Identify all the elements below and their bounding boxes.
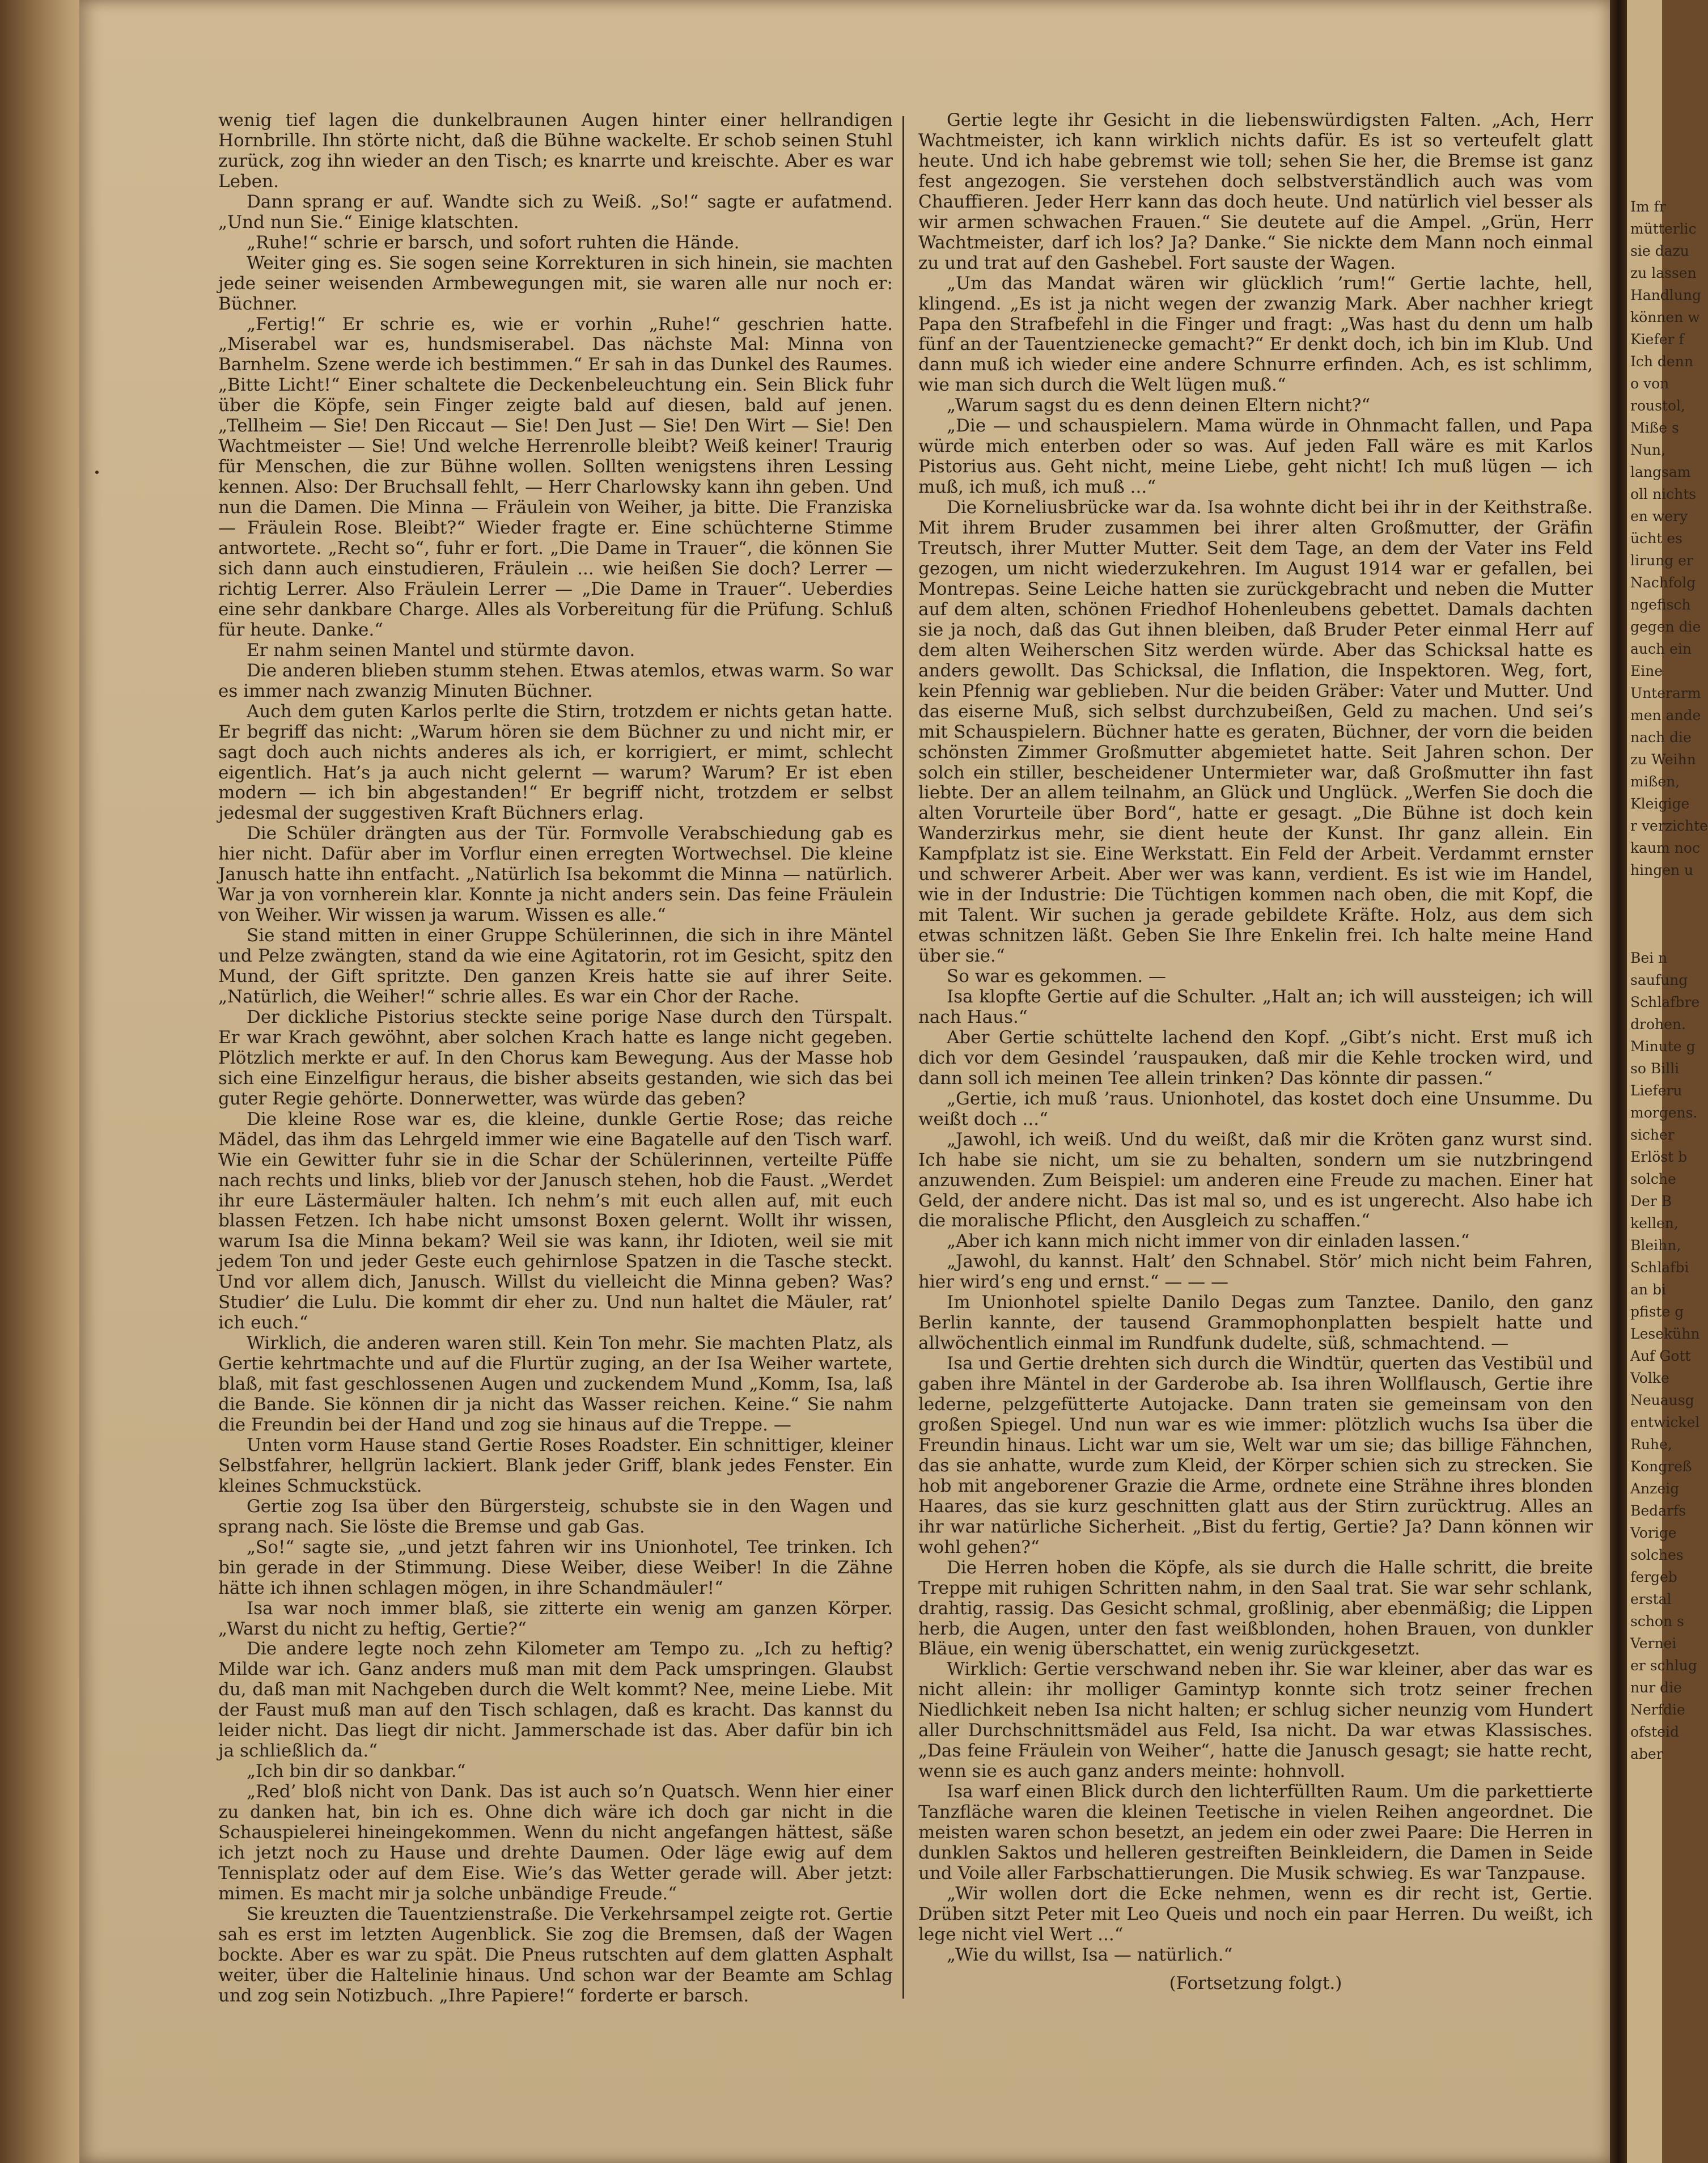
adjacent-page-fragment: aber: [1630, 1746, 1663, 1762]
adjacent-page-fragment: saufung: [1630, 972, 1688, 988]
adjacent-page-fragment: kaum noc: [1630, 840, 1700, 856]
article-paragraph: „Die — und schauspielern. Mama würde in Ohnmacht fallen, und Papa würde mich enterben oder so was. Auf jeden Fall wäre es mit Karlos Pistorius aus. Geht nicht, meine Liebe, geht nicht! Ich muß lügen — ich muß, ich muß, ich muß ...“: [918, 416, 1593, 498]
adjacent-page-fragment: men ande: [1630, 707, 1701, 723]
adjacent-page-fragment: Handlung: [1630, 287, 1702, 303]
adjacent-page-fragment: nur die: [1630, 1679, 1682, 1696]
adjacent-page-fragment: ngefisch: [1630, 596, 1691, 613]
adjacent-page-fragment: erstal: [1630, 1591, 1672, 1607]
adjacent-page-fragment: Eine: [1630, 663, 1663, 679]
adjacent-page-fragment: hingen u: [1630, 862, 1694, 878]
adjacent-page-fragment: Ruhe,: [1630, 1436, 1672, 1453]
adjacent-page-fragment: Lesekühn: [1630, 1326, 1700, 1342]
book-gutter: [1610, 0, 1627, 2163]
adjacent-page-fragment: ofsteid: [1630, 1724, 1679, 1740]
adjacent-page-text-bottom: [1627, 947, 1699, 1765]
adjacent-page-text-top: [1627, 196, 1708, 881]
adjacent-page-fragment: en wery: [1630, 508, 1688, 524]
article-paragraph: Aber Gertie schüttelte lachend den Kopf. „Gibt’s nicht. Erst muß ich dich vor dem Gesindel ’rauspauken, daß mir die Kehle trocken wird, und dann soll ich meinen Tee allein trinken? Das könnte dir passen.“: [918, 1027, 1593, 1089]
article-paragraph: Isa warf einen Blick durch den lichterfüllten Raum. Um die parkettierte Tanzfläche waren die kleinen Teetische in vielen Reihen angeordnet. Die meisten waren schon besetzt, an jedem ein oder zwei Paare: Die Herren in dunklen Saktos und helleren gestreiften Beinkleidern, die Damen in Seide und Voile aller Farbschattierungen. Die Musik schwieg. Es war Tanzpause.: [918, 1781, 1593, 1883]
continuation-note: (Fortsetzung folgt.): [1169, 1972, 1342, 1993]
article-paragraph: Die Herren hoben die Köpfe, als sie durch die Halle schritt, die breite Treppe mit ruhigen Schritten nahm, in den Saal trat. Sie war sehr schlank, drahtig, rassig. Das Gesicht schmal, großlinig, aber ebenmäßig; die Lippen herb, die Augen, unter den fast weißblonden, hohen Brauen, von dunkler Bläue, ein wenig überschattet, ein wenig zurückgesetzt.: [918, 1557, 1593, 1660]
article-paragraph: Der dickliche Pistorius steckte seine porige Nase durch den Türspalt. Er war Krach gewöhnt, aber solchen Krach hatte es lange nicht gegeben. Plötzlich merkte er auf. In den Chorus kam Bewegung. Aus der Masse hob sich eine Einzelfigur heraus, die bisher abseits gestanden, wie sich das bei guter Regie gehörte. Donnerwetter, was würde das geben?: [218, 1006, 893, 1109]
article-paragraph: „So!“ sagte sie, „und jetzt fahren wir ins Unionhotel, Tee trinken. Ich bin gerade in der Stimmung. Diese Weiber, diese Weiber! In die Zähne hätte ich ihnen schlagen mögen, in ihre Schandmäuler!“: [218, 1536, 893, 1598]
adjacent-page-fragment: oll nichts: [1630, 486, 1697, 502]
adjacent-page-fragment: nach die: [1630, 729, 1692, 746]
adjacent-page-fragment: Schlafbi: [1630, 1259, 1689, 1276]
adjacent-page-fragment: o von: [1630, 375, 1669, 392]
adjacent-page-fragment: Kiefer f: [1630, 331, 1684, 348]
article-paragraph: Gertie legte ihr Gesicht in die liebenswürdigsten Falten. „Ach, Herr Wachtmeister, ich kann wirklich nichts dafür. Es ist so verteufelt glatt heute. Und ich habe gebremst wie toll; sehen Sie her, die Bremse ist ganz fest angezogen. Sie verstehen doch selbstverständlich auch was vom Chauffieren. Jeder Herr kann das doch heute. Und natürlich viel besser als wir armen schwachen Frauen.“ Sie deutete auf die Ampel. „Grün, Herr Wachtmeister, darf ich los? Ja? Danke.“ Sie nickte dem Mann noch einmal zu und trat auf den Gashebel. Fort sauste der Wagen.: [918, 110, 1593, 273]
adjacent-page-fragment: Erlöst b: [1630, 1149, 1688, 1165]
book-binding-left: [0, 0, 91, 2163]
adjacent-page-fragment: Unterarm: [1630, 685, 1701, 701]
adjacent-page-fragment: zu lassen: [1630, 265, 1697, 281]
adjacent-page-fragment: so Billi: [1630, 1060, 1680, 1077]
article-paragraph: Weiter ging es. Sie sogen seine Korrekturen in sich hinein, sie machten jede seiner weisenden Armbewegungen mit, sie waren alle nur noch er: Büchner.: [218, 252, 893, 314]
adjacent-page-fragment: Miße s: [1630, 420, 1679, 436]
article-paragraph: wenig tief lagen die dunkelbraunen Augen hinter einer hellrandigen Hornbrille. Ihn störte nicht, daß die Bühne wackelte. Er schob seinen Stuhl zurück, zog ihn wieder an den Tisch; es knarrte und kreischte. Aber es war Leben.: [218, 110, 893, 192]
article-paragraph: „Warum sagst du es denn deinen Eltern nicht?“: [947, 395, 1371, 416]
article-paragraph: „Um das Mandat wären wir glücklich ’rum!“ Gertie lachte, hell, klingend. „Es ist ja nicht wegen der zwanzig Mark. Aber nachher kriegt Papa den Strafbefehl in die Finger und fragt: „Was hast du denn um halb fünf an der Tauentzienecke gemacht?“ Er denkt doch, ich bin im Klub. Und dann muß ich wieder eine andere Schnurre erfinden. Ach, es ist schlimm, wie man sich durch die Welt lügen muß.“: [918, 273, 1593, 396]
adjacent-page-fragment: mütterlic: [1630, 221, 1697, 237]
adjacent-page-fragment: solche: [1630, 1171, 1676, 1187]
adjacent-page-fragment: Nachfolg: [1630, 574, 1696, 591]
article-paragraph: „Gertie, ich muß ’raus. Unionhotel, das kostet doch eine Unsumme. Du weißt doch ...“: [918, 1088, 1593, 1129]
adjacent-page-fragment: Bleihn,: [1630, 1237, 1681, 1254]
adjacent-page-fragment: roustol,: [1630, 397, 1685, 414]
adjacent-page-fragment: an bi: [1630, 1281, 1666, 1298]
article-paragraph: Er nahm seinen Mantel und stürmte davon.: [247, 640, 635, 661]
article-paragraph: Wirklich, die anderen waren still. Kein Ton mehr. Sie machten Platz, als Gertie kehrtmachte und auf die Flurtür zuging, an der Isa Weiher wartete, blaß, mit fast geschlossenen Augen und zuckendem Mund „Komm, Isa, laß die Bande. Sie können dir ja nicht das Wasser reichen. Keine.“ Sie nahm die Freundin bei der Hand und zog sie hinaus auf die Treppe. —: [218, 1333, 893, 1435]
article-left-column: [218, 111, 893, 2007]
article-paragraph: Sie stand mitten in einer Gruppe Schülerinnen, die sich in ihre Mäntel und Pelze zwängten, stand da wie eine Agitatorin, rot im Gesicht, spitz den Mund, der Gift spritzte. Den ganzen Kreis hatte sie auf ihrer Seite. „Natürlich, die Weiher!“ schrie alles. Es war ein Chor der Rache.: [218, 925, 893, 1007]
adjacent-page-fragment: Bei n: [1630, 950, 1668, 966]
adjacent-page-fragment: ücht es: [1630, 530, 1682, 547]
article-paragraph: Auch dem guten Karlos perlte die Stirn, trotzdem er nichts getan hatte. Er begriff das nicht: „Warum hören sie dem Büchner zu und nicht mir, er sagt doch auch nichts anderes als ich, er korrigiert, er mimt, schlecht eigentlich. Hat’s ja auch nicht gelernt — warum? Warum? Er ist eben modern — ich bin abgestanden!“ Er begriff nicht, trotzdem er selbst jedesmal der suggestiven Kraft Büchners erlag.: [218, 701, 893, 824]
article-paragraph: Sie kreuzten die Tauentzienstraße. Die Verkehrsampel zeigte rot. Gertie sah es erst im letzten Augenblick. Sie zog die Bremsen, daß der Wagen bockte. Aber es war zu spät. Die Pneus rutschten auf dem glatten Asphalt weiter, über die Haltelinie hinaus. Und schon war der Beamte am Schlag und zog sein Notizbuch. „Ihre Papiere!“ forderte er barsch.: [218, 1903, 893, 2006]
adjacent-page-fragment: entwickel: [1630, 1414, 1700, 1430]
article-right-column: [918, 111, 1593, 1994]
adjacent-page-fragment: Kongreß: [1630, 1458, 1692, 1475]
adjacent-page-fragment: morgens.: [1630, 1104, 1698, 1121]
adjacent-page-fragment: Neuausg: [1630, 1392, 1694, 1408]
adjacent-page-fragment: schon s: [1630, 1613, 1684, 1629]
article-paragraph: Unten vorm Hause stand Gertie Roses Roadster. Ein schnittiger, kleiner Selbstfahrer, hellgrün lackiert. Blank jeder Griff, blank jedes Fenster. Ein kleines Schmuckstück.: [218, 1434, 893, 1496]
adjacent-page-fragment: Kleigige: [1630, 795, 1690, 812]
article-paragraph: „Ich bin dir so dankbar.“: [247, 1761, 466, 1782]
article-paragraph: „Red’ bloß nicht von Dank. Das ist auch so’n Quatsch. Wenn hier einer zu danken hat, bin ich es. Ohne dich wäre ich doch gar nicht in die Schauspielerei hineingekommen. Wenn du nicht angefangen hättest, säße ich jetzt noch zu Hause und drehte Daumen. Oder läge ewig auf dem Tennisplatz oder auf dem Eise. Wie’s das Wetter gerade will. Aber jetzt: mimen. Es macht mir ja solche unbändige Freude.“: [218, 1781, 893, 1904]
adjacent-page-fragment: fergeb: [1630, 1569, 1677, 1585]
adjacent-page-fragment: kellen,: [1630, 1215, 1679, 1231]
adjacent-page-fragment: lirung er: [1630, 552, 1693, 569]
adjacent-page-fragment: Im fr: [1630, 198, 1666, 215]
adjacent-page-fragment: Ich denn: [1630, 353, 1693, 370]
article-paragraph: „Jawohl, ich weiß. Und du weißt, daß mir die Kröten ganz wurst sind. Ich habe sie nicht, um sie zu behalten, sondern um sie nutzbringend anzuwenden. Zum Beispiel: um anderen eine Freude zu machen. Einer hat Geld, der andere nicht. Das ist mal so, und es ist ungerecht. Also habe ich die moralische Pflicht, den Ausgleich zu schaffen.“: [918, 1129, 1593, 1231]
adjacent-page-fragment: Anzeig: [1630, 1480, 1680, 1497]
adjacent-page-fragment: sie dazu: [1630, 243, 1689, 259]
article-paragraph: Die andere legte noch zehn Kilometer am Tempo zu. „Ich zu heftig? Milde war ich. Ganz anders muß man mit dem Pack umspringen. Glaubst du, daß man mit Nachgeben durch die Welt kommt? Nee, meine Liebe. Mit der Faust muß man auf den Tisch schlagen, daß es kracht. Das kannst du leider nicht. Das liegt dir nicht. Jammerschade ist das. Aber dafür bin ich ja schließlich da.“: [218, 1639, 893, 1762]
article-paragraph: „Aber ich kann mich nicht immer von dir einladen lassen.“: [947, 1231, 1470, 1252]
article-paragraph: Die Schüler drängten aus der Tür. Formvolle Verabschiedung gab es hier nicht. Dafür aber im Vorflur einen erregten Wortwechsel. Die kleine Janusch hatte ihn entfacht. „Natürlich Isa bekommt die Minna — natürlich. War ja von vornherein klar. Konnte ja nicht anders sein. Das feine Fräulein von Weiher. Wir wissen ja warum. Wissen es alle.“: [218, 823, 893, 926]
adjacent-page-fragment: zu Weihn: [1630, 751, 1696, 768]
adjacent-page-fragment: gegen die: [1630, 619, 1701, 635]
adjacent-page-fragment: mißen,: [1630, 773, 1680, 790]
adjacent-page-fragment: Bedarfs: [1630, 1502, 1686, 1519]
article-paragraph: Isa war noch immer blaß, sie zitterte ein wenig am ganzen Körper. „Warst du nicht zu heftig, Gertie?“: [218, 1598, 893, 1639]
column-divider-rule: [902, 116, 904, 1999]
adjacent-page-fragment: Vorige: [1630, 1525, 1677, 1541]
article-paragraph: Die kleine Rose war es, die kleine, dunkle Gertie Rose; das reiche Mädel, das ihm das Lehrgeld immer wie eine Bagatelle auf den Tisch warf. Wie ein Gewitter fuhr sie in die Schar der Schülerinnen, verteilte Püffe nach rechts und links, blieb vor der Janusch stehen, hob die Faust. „Werdet ihr eure Lästermäuler halten. Ich nehm’s mit euch allen auf, mit euch blassen Fetzen. Ich habe nicht umsonst Boxen gelernt. Wollt ihr wissen, warum Isa die Minna bekam? Weil sie was kann, ihr Idioten, weil sie mit jedem Ton und jeder Geste euch gehirnlose Spatzen in die Tasche steckt. Und vor allem dich, Janusch. Willst du vielleicht die Minna geben? Was? Studier’ die Lulu. Die kommt dir eher zu. Und nun haltet die Mäuler, rat’ ich euch.“: [218, 1108, 893, 1334]
article-paragraph: So war es gekommen. —: [947, 966, 1167, 987]
adjacent-page-fragment: Lieferu: [1630, 1082, 1682, 1099]
adjacent-page-fragment: langsam: [1630, 464, 1691, 480]
adjacent-page-fragment: solches: [1630, 1547, 1684, 1563]
adjacent-page-fragment: pfiste g: [1630, 1303, 1684, 1320]
adjacent-page-fragment: können w: [1630, 309, 1700, 325]
adjacent-page-edge: [1627, 0, 1708, 2163]
adjacent-page-fragment: r verzichte: [1630, 818, 1708, 834]
adjacent-page-fragment: Nerfdie: [1630, 1701, 1685, 1718]
article-paragraph: „Fertig!“ Er schrie es, wie er vorhin „Ruhe!“ geschrien hatte. „Miserabel war es, hundsmiserabel. Das nächste Mal: Minna von Barnhelm. Szene werde ich bestimmen.“ Er sah in das Dunkel des Raumes. „Bitte Licht!“ Einer schaltete die Deckenbeleuchtung ein. Sein Blick fuhr über die Köpfe, sein Finger zeigte bald auf diesen, bald auf jenen. „Tellheim — Sie! Den Riccaut — Sie! Den Just — Sie! Den Wirt — Sie! Den Wachtmeister — Sie! Und welche Herrenrolle bleibt? Weiß keiner! Traurig für Menschen, die zur Bühne wollen. Sollten wenigstens ihren Lessing kennen. Also: Der Bruchsall fehlt, — Herr Charlowsky kann ihn geben. Und nun die Damen. Die Minna — Fräulein von Weiher, ja bitte. Die Franziska — Fräulein Rose. Bleibt?“ Wieder fragte er. Eine schüchterne Stimme antwortete. „Recht so“, fuhr er fort. „Die Dame in Trauer“, die können Sie sich dann auch einstudieren, Fräulein ... wie heißen Sie doch? Lerrer — richtig Lerrer. Also Fräulein Lerrer — „Die Dame in Trauer“. Ueberdies eine sehr dankbare Charge. Alles als Vorbereitung für die Prüfung. Schluß für heute. Danke.“: [218, 314, 893, 640]
article-paragraph: Isa und Gertie drehten sich durch die Windtür, querten das Vestibül und gaben ihre Mäntel in der Garderobe ab. Isa ihren Wollflausch, Gertie ihre lederne, pelzgefütterte Autojacke. Dann traten sie gemeinsam von den großen Spiegel. Und nun war es wie immer: plötzlich wuchs Isa über die Freundin hinaus. Licht war um sie, Welt war um sie; das billige Fähnchen, das sie anhatte, wurde zum Kleid, der Körper schien sich zu strecken. Sie hob mit angeborener Grazie die Arme, ordnete eine Strähne ihres blonden Haares, das sie kurz geschnitten glatt aus der Stirn zurücktrug. Alles an ihr war natürliche Sicherheit. „Bist du fertig, Gertie? Ja? Dann können wir wohl gehen?“: [918, 1353, 1593, 1557]
article-paragraph: „Ruhe!“ schrie er barsch, und sofort ruhten die Hände.: [247, 232, 740, 253]
article-paragraph: Wirklich: Gertie verschwand neben ihr. Sie war kleiner, aber das war es nicht allein: ihr molliger Gamintyp konnte sich trotz seiner frechen Niedlichkeit neben Isa nicht halten; er schlug sicher neunzig vom Hundert aller Durchschnittsmädel aus Feld, Isa nicht. Da war etwas Klassisches. „Das feine Fräulein von Weiher“, hatte die Janusch gesagt; sie hatte recht, wenn sie es auch ganz anders meinte: hohnvoll.: [918, 1659, 1593, 1782]
adjacent-page-fragment: Auf Gott: [1630, 1348, 1691, 1364]
article-paragraph: Im Unionhotel spielte Danilo Degas zum Tanztee. Danilo, den ganz Berlin kannte, der tausend Grammophonplatten bespielt hatte und allwöchentlich einmal im Rundfunk dudelte, süß, schmachtend. —: [918, 1292, 1593, 1354]
article-paragraph: „Wie du willst, Isa — natürlich.“: [947, 1944, 1233, 1965]
adjacent-page-fragment: Schlafbre: [1630, 994, 1700, 1010]
article-paragraph: Dann sprang er auf. Wandte sich zu Weiß. „So!“ sagte er aufatmend. „Und nun Sie.“ Einige klatschten.: [218, 191, 893, 232]
adjacent-page-fragment: Vernei: [1630, 1635, 1677, 1652]
article-paragraph: Isa klopfte Gertie auf die Schulter. „Halt an; ich will aussteigen; ich will nach Haus.“: [918, 986, 1593, 1027]
adjacent-page-fragment: Volke: [1630, 1370, 1669, 1386]
ink-spot: [95, 471, 99, 474]
adjacent-page-fragment: Minute g: [1630, 1038, 1696, 1055]
article-paragraph: Die anderen blieben stumm stehen. Etwas atemlos, etwas warm. So war es immer nach zwanzig Minuten Büchner.: [218, 660, 893, 701]
adjacent-page-fragment: sicher: [1630, 1127, 1675, 1143]
article-paragraph: Gertie zog Isa über den Bürgersteig, schubste sie in den Wagen und sprang nach. Sie löste die Bremse und gab Gas.: [218, 1496, 893, 1537]
article-paragraph: „Jawohl, du kannst. Halt’ den Schnabel. Stör’ mich nicht beim Fahren, hier wird’s eng und ernst.“ — — —: [918, 1251, 1593, 1293]
article-paragraph: Die Korneliusbrücke war da. Isa wohnte dicht bei ihr in der Keithstraße. Mit ihrem Bruder zusammen bei ihrer alten Großmutter, der Gräfin Treutsch, ihrer Mutter Mutter. Seit dem Tage, an dem der Vater ins Feld gezogen, um nicht wiederzukehren. Im August 1914 war er gefallen, bei Montrepas. Seine Leiche hatten sie zurückgebracht und neben die Mutter auf dem alten, schönen Friedhof Hohenleubens gebettet. Damals dachten sie ja noch, daß das Gut ihnen bleiben, daß Bruder Peter einmal Herr auf dem alten Weiherschen Sitz werden würde. Aber das Schicksal hatte es anders gewollt. Das Schicksal, die Inflation, die Inspektoren. Weg, fort, kein Pfennig war geblieben. Nur die beiden Gräber: Vater und Mutter. Und das eiserne Muß, sich selbst durchzubeißen, Geld zu machen. Und sei’s mit Schauspielern. Büchner hatte es geraten, Büchner, der vorn die beiden schönsten Zimmer Großmutter abgemietet hatte. Seit Jahren schon. Der solch ein stiller, bescheidener Untermieter war, daß Großmutter ihn fast liebte. Der an allem teilnahm, an Glück und Unglück. „Werfen Sie doch die alten Vorurteile über Bord“, hatte er gesagt. „Die Bühne ist doch kein Wanderzirkus mehr, sie dient heute der Kunst. Ihr ganz allein. Ein Kampfplatz ist sie. Eine Werkstatt. Ein Feld der Arbeit. Verdammt ernster und schwerer Arbeit. Aber wer was kann, verdient. Es ist wie im Handel, wie in der Industrie: Die Tüchtigen kommen nach oben, die mit Kopf, die mit Talent. Wir suchen ja gerade gebildete Kräfte. Holz, aus dem sich etwas schnitzen läßt. Geben Sie Ihre Enkelin frei. Ich halte meine Hand über sie.“: [918, 497, 1593, 967]
adjacent-page-fragment: auch ein: [1630, 641, 1692, 657]
article-paragraph: „Wir wollen dort die Ecke nehmen, wenn es dir recht ist, Gertie. Drüben sitzt Peter mit Leo Queis und noch ein paar Herren. Du weißt, ich lege nicht viel Wert ...“: [918, 1883, 1593, 1945]
adjacent-page-fragment: er schlug: [1630, 1657, 1697, 1674]
adjacent-page-fragment: drohen.: [1630, 1016, 1686, 1032]
adjacent-page-fragment: Der B: [1630, 1193, 1672, 1209]
adjacent-page-fragment: Nun,: [1630, 442, 1666, 458]
